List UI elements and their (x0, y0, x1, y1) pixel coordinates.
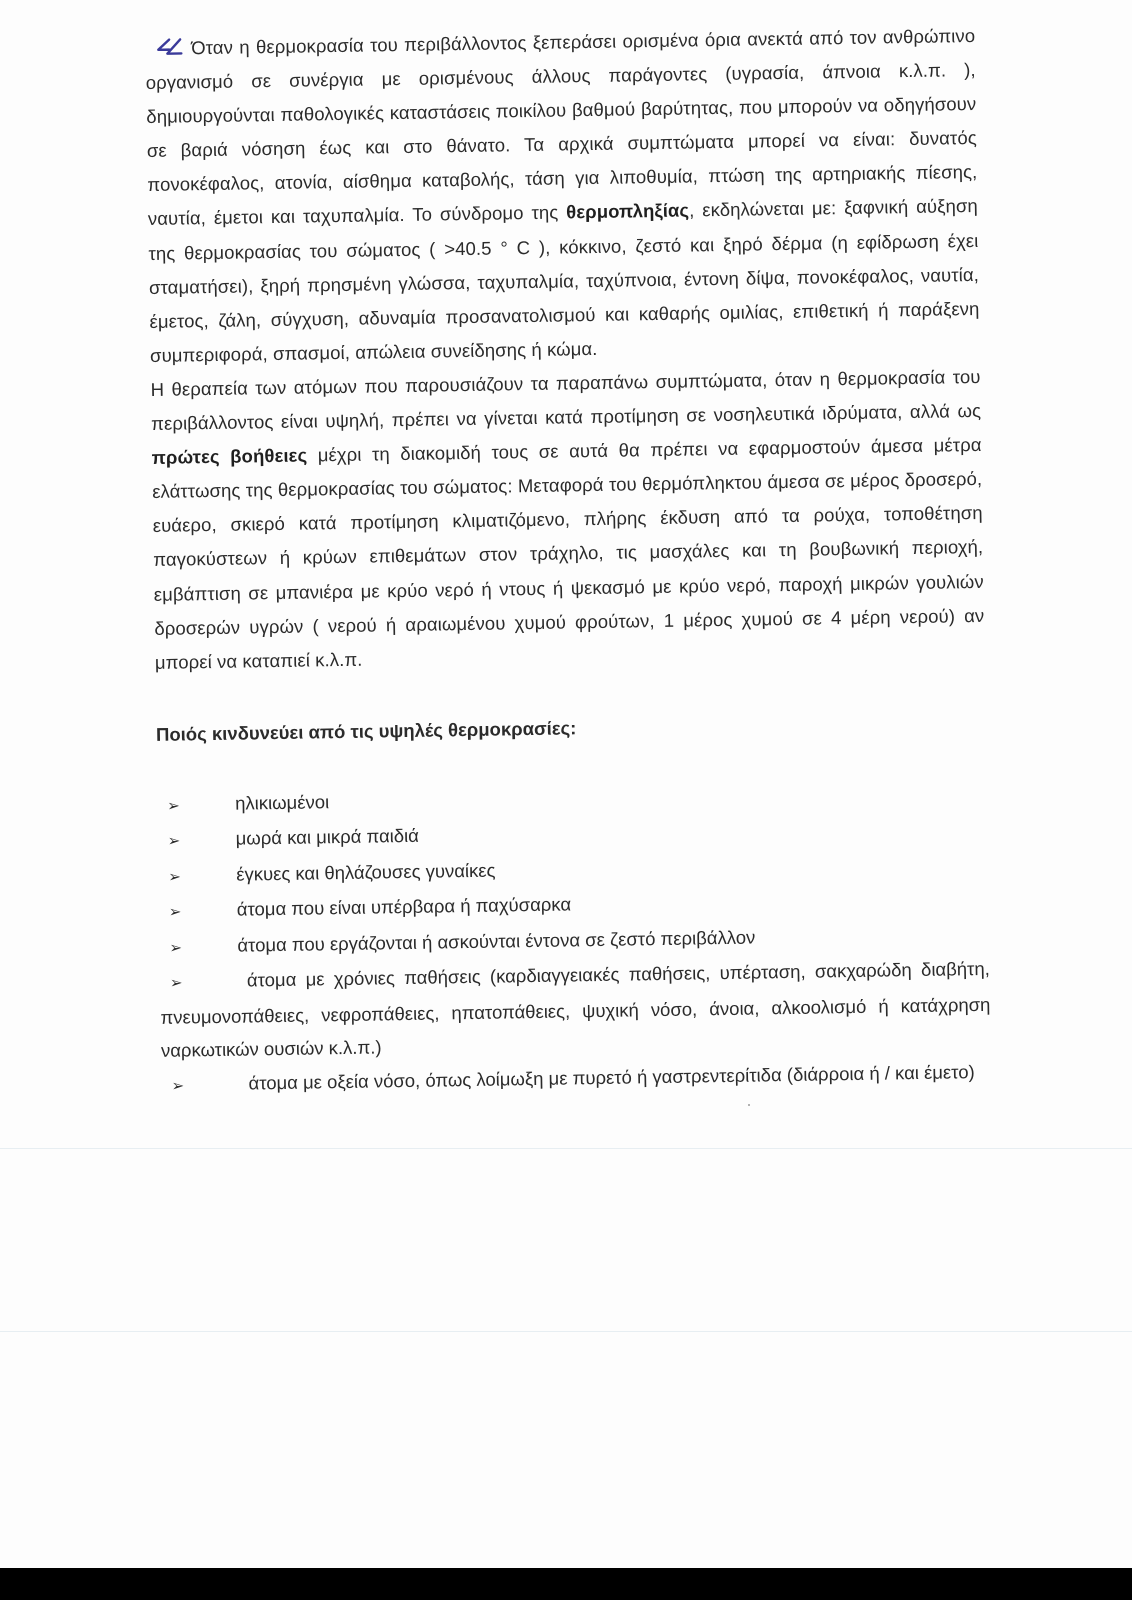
scanner-edge (0, 1568, 1132, 1600)
arrow-bullet-icon: ➢ (171, 1076, 185, 1095)
paragraph-text: , εκδηλώνεται με: ξαφνική αύξηση της θερμοκρασίας του σώματος ( >40.5 ° C ), κόκκινο, ζεστό και ξηρό δέρμα (η εφίδρωση έχει σταματήσει), ξηρή πρησμένη γλώσσα, ταχυπαλμία, ταχύπνοια, έντονη δίψα, πονοκέφαλος, ναυτία, έμετος, ζάλη, σύγχυση, αδυναμία προσανατολισμού και καθαρής ομιλίας, επιθετική ή παράξενη συμπεριφορά, σπασμοί, απώλεια συνείδησης ή κώμα. (148, 195, 980, 366)
arrow-bullet-icon: ➢ (167, 831, 181, 851)
document-body (145, 19, 992, 1103)
paragraph-text: μέχρι τη διακομιδή τους σε αυτά θα πρέπει να εφαρμοστούν άμεσα μέτρα ελάττωσης της θερμοκρασίας του σώματος: Μεταφορά του θερμόπληκτου άμεσα σε μέρος δροσερό, ευάερο, σκιερό κατά προτίμηση κλιματιζόμενο, πλήρης έκδυση από τα ρούχα, τοποθέτηση παγοκύστεων ή κρύων επιθεμάτων στον τράχηλο, τις μασχάλες και τη βουβωνική περιοχή, εμβάπτιση σε μπανιέρα με κρύο νερό ή ντους ή ψεκασμό με κρύο νερό, παροχή μικρών γουλιών δροσερών υγρών ( νερού ή αραιωμένου χυμού φρούτων, 1 μέρος χυμού σε 4 μέρη νερού) αν μπορεί να καταπιεί κ.λ.π. (152, 434, 985, 673)
arrow-bullet-icon: ➢ (168, 867, 181, 886)
risk-heading: Ποιός κινδυνεύει από τις υψηλές θερμοκρασίες: (155, 717, 577, 745)
emphasized-term: πρώτες βοήθειες (151, 444, 308, 469)
list-item-text: ηλικιωμένοι (234, 790, 330, 814)
arrow-bullet-icon: ➢ (167, 796, 180, 815)
scan-speck (748, 1104, 750, 1106)
list-item-text: έγκυες και θηλάζουσες γυναίκες (236, 859, 496, 885)
intro-paragraph (145, 19, 980, 373)
emphasized-term: θερμοπληξίας (566, 199, 690, 223)
list-item-text: άτομα που εργάζονται ή ασκούνται έντονα σε ζεστό περιβάλλον (237, 926, 756, 956)
list-item-text: άτομα με οξεία νόσο, όπως λοίμωξη με πυρετό ή γαστρεντερίτιδα (διάρροια ή / και έμετο) (248, 1060, 975, 1094)
list-item (160, 952, 992, 1068)
paragraph-text: Η θεραπεία των ατόμων που παρουσιάζουν τα παραπάνω συμπτώματα, όταν η θερμοκρασία του περιβάλλοντος είναι υψηλή, πρέπει να γίνεται κατά προτίμηση σε νοσηλευτικά ιδρύματα, αλλά ως (150, 365, 982, 434)
risk-group-list (157, 775, 992, 1103)
paragraph-text: Όταν η θερμοκρασία του περιβάλλοντος ξεπεράσει ορισμένα όρια ανεκτά από τον ανθρώπινο οργανισμό σε συνέργια με ορισμένους άλλους παράγοντες (υγρασία, άπνοια κ.λ.π. ), δημιουργούνται παθολογικές καταστάσεις ποικίλου βαθμού βαρύτητας, που μπορούν να οδηγήσουν σε βαριά νόσηση έως και στο θάνατο. Τα αρχικά συμπτώματα μπορεί να είναι: δυνατός πονοκέφαλος, ατονία, αίσθημα καταβολής, τάση για λιποθυμία, πτώση της αρτηριακής πίεσης, ναυτία, έμετοι και ταχυπαλμία. Το σύνδρομο της (145, 24, 978, 230)
arrow-bullet-icon: ➢ (169, 973, 183, 993)
arrow-bullet-icon: ➢ (168, 902, 182, 922)
scan-artifact-line (0, 1148, 1132, 1149)
scan-artifact-line (0, 1331, 1132, 1332)
list-item-text: άτομα που είναι υπέρβαρα ή παχύσαρκα (236, 893, 572, 920)
list-item-text: άτομα με χρόνιες παθήσεις (καρδιαγγειακές παθήσεις, υπέρταση, σακχαρώδη διαβήτη, πνευμονοπάθειες, νεφροπάθειες, ηπατοπάθειες, ψυχική νόσο, άνοια, αλκοολισμό ή κατάχρηση ναρκωτικών ουσιών κ.λ.π.) (160, 958, 991, 1062)
pen-mark-icon (155, 37, 183, 57)
arrow-bullet-icon: ➢ (169, 938, 183, 957)
list-item-text: μωρά και μικρά παιδιά (235, 825, 420, 849)
treatment-paragraph (150, 360, 985, 680)
